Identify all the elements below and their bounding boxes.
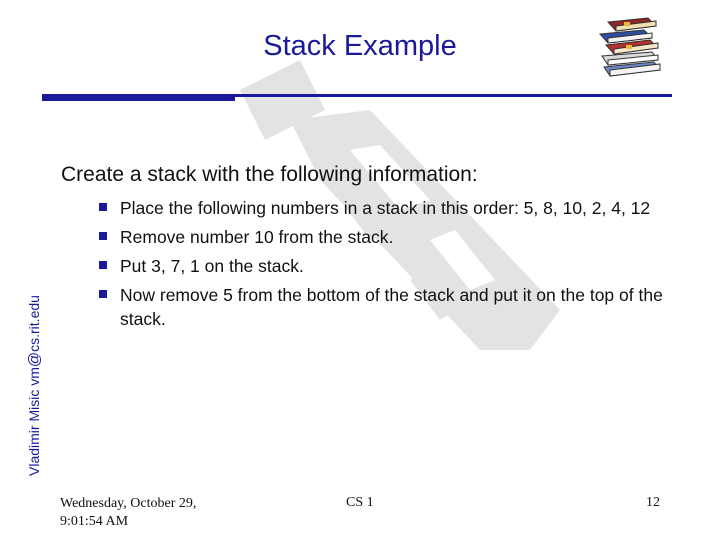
at-sign: @ bbox=[26, 351, 43, 368]
header-rule-accent bbox=[42, 95, 235, 101]
bullet-text: Now remove 5 from the bottom of the stack and put it on the top of the stack. bbox=[120, 285, 663, 329]
bullet-text: Put 3, 7, 1 on the stack. bbox=[120, 256, 304, 276]
square-bullet-icon bbox=[99, 261, 107, 269]
bullet-text: Remove number 10 from the stack. bbox=[120, 227, 394, 247]
footer-course: CS 1 bbox=[346, 495, 374, 510]
bullet-text: Place the following numbers in a stack in this order: 5, 8, 10, 2, 4, 12 bbox=[120, 198, 651, 218]
slide-title: Stack Example bbox=[263, 30, 457, 62]
footer-date: Wednesday, October 29, 9:01:54 AM bbox=[60, 496, 197, 529]
list-item bbox=[99, 196, 669, 220]
square-bullet-icon bbox=[99, 290, 107, 298]
books-icon bbox=[596, 12, 666, 80]
list-item bbox=[99, 254, 669, 278]
author-name: Vladimir Misic vm bbox=[26, 367, 42, 476]
square-bullet-icon bbox=[99, 203, 107, 211]
list-item bbox=[99, 225, 669, 249]
side-author-label bbox=[26, 295, 43, 476]
page-number: 12 bbox=[646, 495, 660, 510]
author-domain: cs.rit.edu bbox=[26, 295, 42, 352]
square-bullet-icon bbox=[99, 232, 107, 240]
intro-text: Create a stack with the following information: bbox=[61, 163, 478, 186]
bullet-list bbox=[99, 196, 669, 336]
list-item bbox=[99, 283, 669, 331]
